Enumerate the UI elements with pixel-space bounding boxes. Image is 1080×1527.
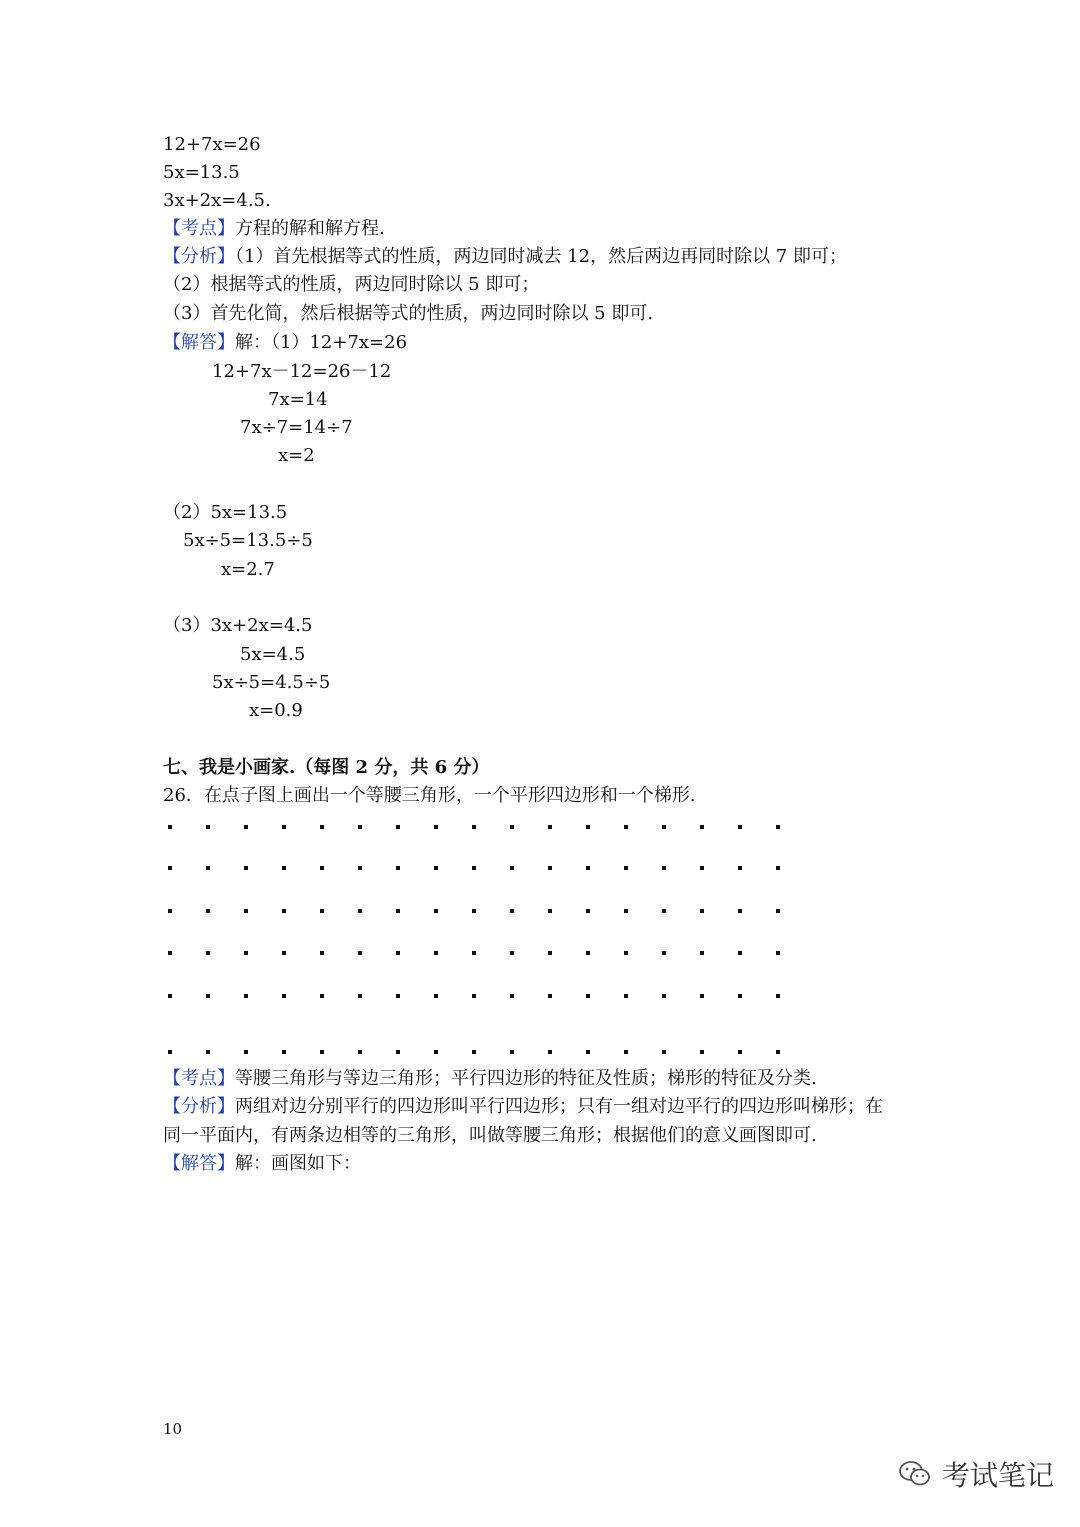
grid-dot	[396, 994, 400, 998]
grid-dot	[434, 909, 438, 913]
grid-dot	[358, 909, 362, 913]
grid-dot	[510, 866, 514, 870]
grid-dot	[168, 951, 172, 955]
grid-dot	[586, 825, 590, 829]
grid-dot	[320, 1050, 324, 1054]
grid-dot	[776, 951, 780, 955]
section-7-heading: 七、我是小画家.（每图 2 分，共 6 分）	[163, 757, 490, 778]
fenxi-1	[163, 246, 847, 268]
grid-dot	[548, 994, 552, 998]
grid-dot	[510, 909, 514, 913]
grid-dot	[662, 866, 666, 870]
grid-dot	[320, 909, 324, 913]
fenxi-text: 两组对边分别平行的四边形叫平行四边形；只有一组对边平行的四边形叫梯形；在	[235, 1096, 883, 1117]
grid-dot	[168, 825, 172, 829]
grid-dot	[776, 866, 780, 870]
grid-dot	[244, 909, 248, 913]
grid-dot	[358, 866, 362, 870]
grid-dot	[662, 825, 666, 829]
grid-dot	[510, 825, 514, 829]
grid-dot	[624, 866, 628, 870]
grid-dot	[358, 1050, 362, 1054]
grid-dot	[320, 994, 324, 998]
kaodian-2	[163, 1068, 817, 1090]
grid-dot	[358, 825, 362, 829]
grid-dot	[282, 825, 286, 829]
step1-line-4: x=2	[278, 445, 315, 466]
grid-dot	[472, 866, 476, 870]
grid-dot	[586, 951, 590, 955]
watermark-text: 考试笔记	[942, 1459, 1055, 1492]
grid-dot	[396, 866, 400, 870]
grid-dot	[510, 951, 514, 955]
grid-dot	[168, 1050, 172, 1054]
grid-dot	[168, 909, 172, 913]
kaodian-1	[163, 218, 385, 240]
step2-line-1: （2）5x=13.5	[163, 502, 288, 523]
grid-dot	[700, 825, 704, 829]
wechat-icon	[898, 1460, 932, 1488]
equation-line-3: 3x+2x=4.5.	[163, 190, 271, 211]
fenxi-2-line-2: 同一平面内，有两条边相等的三角形，叫做等腰三角形；根据他们的意义画图即可.	[163, 1125, 817, 1146]
grid-dot	[434, 1050, 438, 1054]
grid-dot	[282, 994, 286, 998]
grid-dot	[700, 994, 704, 998]
grid-dot	[548, 909, 552, 913]
jieda-1	[163, 332, 407, 354]
grid-dot	[624, 994, 628, 998]
grid-dot	[548, 1050, 552, 1054]
grid-dot	[776, 825, 780, 829]
grid-dot	[206, 994, 210, 998]
grid-dot	[624, 909, 628, 913]
grid-dot	[700, 909, 704, 913]
grid-dot	[434, 866, 438, 870]
step3-line-1: （3）3x+2x=4.5	[163, 615, 313, 636]
grid-dot	[396, 1050, 400, 1054]
grid-dot	[738, 866, 742, 870]
grid-dot	[434, 951, 438, 955]
grid-dot	[358, 951, 362, 955]
grid-dot	[472, 994, 476, 998]
grid-dot	[206, 866, 210, 870]
grid-dot	[206, 1050, 210, 1054]
grid-dot	[244, 866, 248, 870]
equation-line-2: 5x=13.5	[163, 162, 240, 183]
grid-dot	[206, 909, 210, 913]
page-number: 10	[163, 1420, 183, 1438]
step1-line-3: 7x÷7=14÷7	[240, 417, 353, 438]
kaodian-text: 等腰三角形与等边三角形；平行四边形的特征及性质；梯形的特征及分类.	[235, 1068, 817, 1089]
grid-dot	[624, 1050, 628, 1054]
fenxi-1-line-2: （2）根据等式的性质，两边同时除以 5 即可；	[163, 274, 540, 295]
grid-dot	[320, 951, 324, 955]
grid-dot	[586, 909, 590, 913]
grid-dot	[662, 909, 666, 913]
grid-dot	[282, 1050, 286, 1054]
grid-dot	[586, 994, 590, 998]
grid-dot	[548, 866, 552, 870]
grid-dot	[320, 866, 324, 870]
grid-dot	[776, 994, 780, 998]
kaodian-tag: 【考点】	[163, 1068, 235, 1089]
jieda-2	[163, 1153, 361, 1175]
grid-dot	[738, 994, 742, 998]
grid-dot	[358, 994, 362, 998]
grid-dot	[738, 909, 742, 913]
grid-dot	[206, 825, 210, 829]
equation-line-1: 12+7x=26	[163, 134, 261, 155]
grid-dot	[472, 1050, 476, 1054]
grid-dot	[700, 866, 704, 870]
grid-dot	[738, 951, 742, 955]
kaodian-text: 方程的解和解方程.	[235, 218, 385, 239]
grid-dot	[624, 951, 628, 955]
grid-dot	[282, 866, 286, 870]
grid-dot	[434, 825, 438, 829]
grid-dot	[206, 951, 210, 955]
jieda-tag: 【解答】	[163, 1153, 235, 1174]
grid-dot	[662, 994, 666, 998]
step3-line-3: 5x÷5=4.5÷5	[212, 672, 331, 693]
grid-dot	[396, 951, 400, 955]
question-26: 26．在点子图上画出一个等腰三角形，一个平形四边形和一个梯形.	[163, 785, 696, 806]
grid-dot	[244, 1050, 248, 1054]
grid-dot	[624, 825, 628, 829]
jieda-text: 解：画图如下：	[235, 1153, 361, 1174]
step3-line-4: x=0.9	[249, 700, 303, 721]
grid-dot	[244, 825, 248, 829]
step3-line-2: 5x=4.5	[240, 644, 306, 665]
grid-dot	[548, 951, 552, 955]
grid-dot	[738, 1050, 742, 1054]
grid-dot	[396, 825, 400, 829]
grid-dot	[776, 909, 780, 913]
grid-dot	[168, 866, 172, 870]
grid-dot	[244, 994, 248, 998]
grid-dot	[472, 909, 476, 913]
grid-dot	[510, 1050, 514, 1054]
grid-dot	[510, 994, 514, 998]
grid-dot	[472, 825, 476, 829]
jieda-text: 解：（1）12+7x=26	[235, 332, 408, 353]
grid-dot	[282, 909, 286, 913]
jieda-tag: 【解答】	[163, 332, 235, 353]
step2-line-3: x=2.7	[221, 559, 275, 580]
grid-dot	[662, 951, 666, 955]
grid-dot	[282, 951, 286, 955]
grid-dot	[548, 825, 552, 829]
grid-dot	[700, 951, 704, 955]
grid-dot	[776, 1050, 780, 1054]
grid-dot	[472, 951, 476, 955]
step1-line-1: 12+7x－12=26－12	[212, 361, 392, 382]
grid-dot	[700, 1050, 704, 1054]
watermark	[898, 1454, 1054, 1494]
grid-dot	[586, 866, 590, 870]
fenxi-1-line-3: （3）首先化简，然后根据等式的性质，两边同时除以 5 即可.	[163, 303, 654, 324]
step1-line-2: 7x=14	[268, 389, 328, 410]
fenxi-text: （1）首先根据等式的性质，两边同时减去 12，然后两边再同时除以 7 即可；	[235, 246, 847, 267]
grid-dot	[320, 825, 324, 829]
kaodian-tag: 【考点】	[163, 218, 235, 239]
grid-dot	[434, 994, 438, 998]
grid-dot	[586, 1050, 590, 1054]
grid-dot	[244, 951, 248, 955]
step2-line-2: 5x÷5=13.5÷5	[183, 530, 313, 551]
fenxi-tag: 【分析】	[163, 246, 235, 267]
grid-dot	[738, 825, 742, 829]
grid-dot	[662, 1050, 666, 1054]
fenxi-tag: 【分析】	[163, 1096, 235, 1117]
fenxi-2	[163, 1096, 883, 1118]
grid-dot	[168, 994, 172, 998]
grid-dot	[396, 909, 400, 913]
